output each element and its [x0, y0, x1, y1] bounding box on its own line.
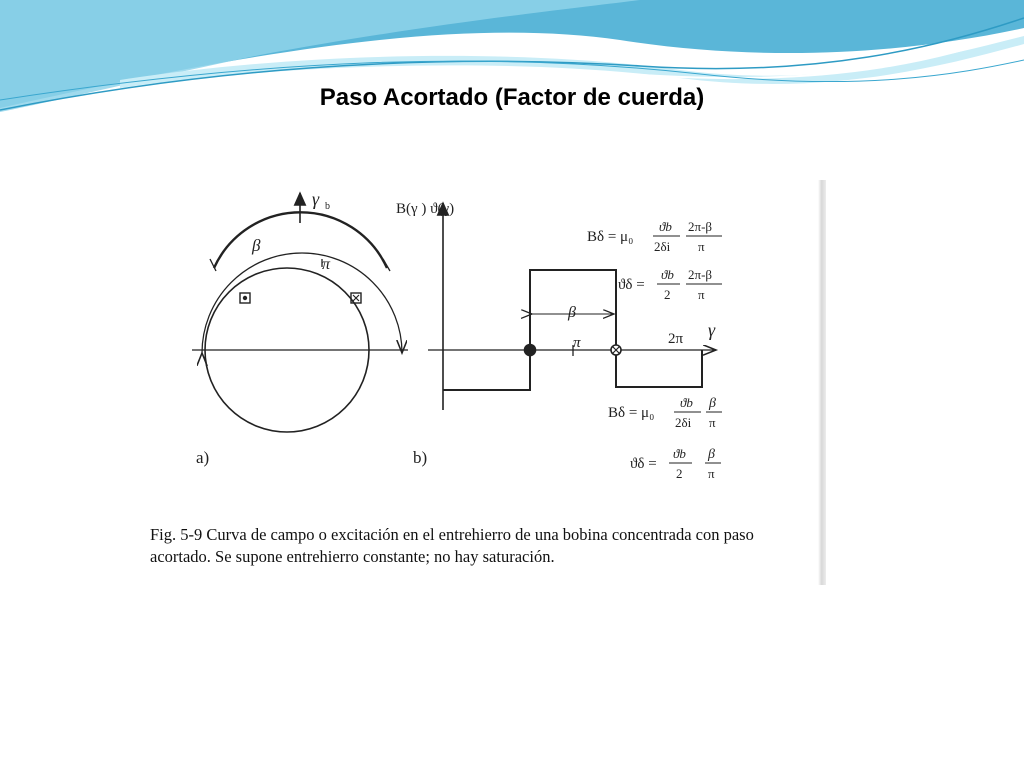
pulse-width-beta-label: β — [568, 304, 576, 321]
panel-a-label: a) — [196, 448, 210, 467]
formula-theta-top — [618, 267, 722, 302]
formula-b-top — [587, 219, 722, 254]
svg-text:2π-β: 2π-β — [688, 219, 713, 234]
panel-b-label: b) — [413, 448, 428, 467]
slide-title: Paso Acortado (Factor de cuerda) — [319, 84, 705, 111]
formula-theta-bottom — [630, 446, 721, 481]
figure-caption: Fig. 5-9 Curva de campo o excitación en el entrehierro de una bobina concentrada con paso acortado. Se supone entrehierro constante; no hay saturación. — [150, 525, 754, 566]
formula-b-bottom — [608, 395, 722, 430]
svg-text:Bδ = μ₀: Bδ = μ₀ — [587, 229, 634, 245]
panel-a-diagram — [192, 193, 408, 432]
arc-tick-right — [383, 259, 390, 271]
svg-text:β: β — [708, 447, 715, 462]
svg-text:ϑb: ϑb — [661, 267, 674, 282]
pi-tick-label: π — [573, 335, 581, 351]
gamma-b-subscript: b — [325, 201, 330, 212]
conductor-dot-icon — [525, 345, 536, 356]
svg-text:ϑδ =: ϑδ = — [630, 456, 657, 472]
svg-text:2δi: 2δi — [654, 239, 671, 254]
svg-text:2δi: 2δi — [675, 415, 692, 430]
svg-text:ϑδ =: ϑδ = — [618, 277, 645, 293]
svg-text:Bδ = μ₀: Bδ = μ₀ — [608, 405, 655, 421]
scan-border-shadow — [818, 180, 826, 585]
svg-text:2π-β: 2π-β — [688, 267, 713, 282]
y-axis-label: B(γ ) ϑ(γ) — [396, 201, 455, 217]
svg-text:ϑb: ϑb — [680, 395, 693, 410]
svg-text:π: π — [709, 415, 716, 430]
svg-text:π: π — [698, 287, 705, 302]
svg-text:β: β — [709, 396, 716, 411]
svg-text:π: π — [698, 239, 705, 254]
svg-text:ϑb: ϑb — [673, 446, 686, 461]
svg-text:ϑb: ϑb — [659, 219, 672, 234]
x-axis-gamma-label: γ — [708, 320, 716, 340]
svg-text:π: π — [708, 466, 715, 481]
svg-text:2: 2 — [676, 466, 683, 481]
gamma-b-label: γ — [312, 189, 320, 209]
svg-text:2: 2 — [664, 287, 671, 302]
two-pi-label: 2π — [668, 331, 684, 347]
beta-outer-arc — [202, 253, 402, 353]
arc-beta-label: β — [252, 236, 261, 255]
arc-pi-label: π — [322, 256, 331, 273]
